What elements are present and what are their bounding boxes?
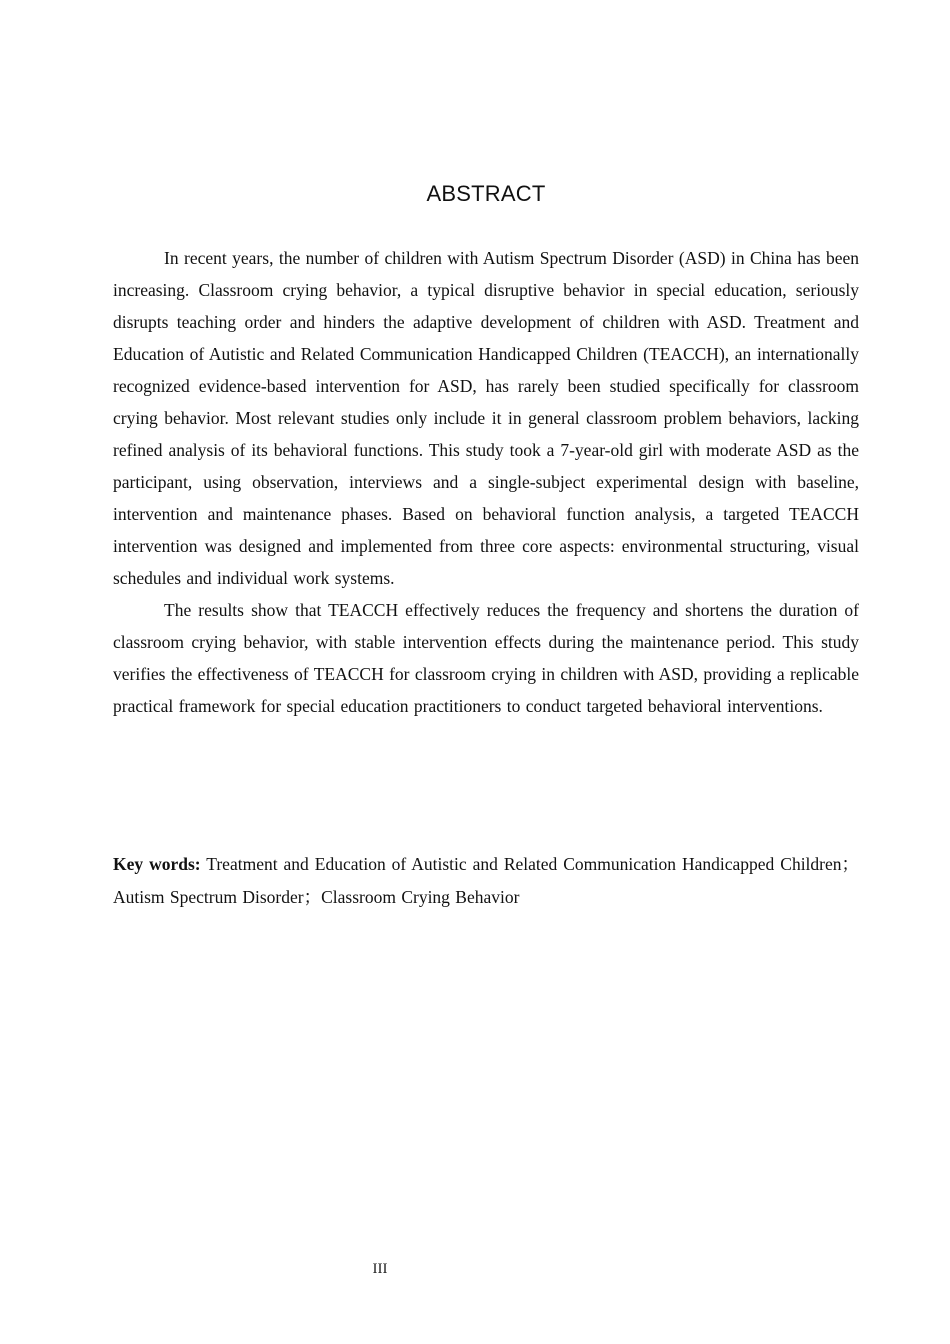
keywords-text: Treatment and Education of Autistic and Related Communication Handicapped Children；Autism Spectrum Disorder；Classroom Crying Behavior bbox=[113, 854, 860, 907]
keywords-block bbox=[113, 848, 859, 914]
abstract-paragraph-1: In recent years, the number of children with Autism Spectrum Disorder (ASD) in China has been increasing. Classroom crying behavior, a typical disruptive behavior in special education, seriously disrupts teaching order and hinders the adaptive development of children with ASD. Treatment and Education of Autistic and Related Communication Handicapped Children (TEACCH), an internationally recognized evidence-based intervention for ASD, has rarely been studied specifically for classroom crying behavior. Most relevant studies only include it in general classroom problem behaviors, lacking refined analysis of its behavioral functions. This study took a 7-year-old girl with moderate ASD as the participant, using observation, interviews and a single-subject experimental design with baseline, intervention and maintenance phases. Based on behavioral function analysis, a targeted TEACCH intervention was designed and implemented from three core aspects: environmental structuring, visual schedules and individual work systems. bbox=[113, 248, 859, 588]
page-number: III bbox=[372, 1261, 388, 1277]
abstract-title: ABSTRACT bbox=[426, 181, 546, 206]
abstract-body bbox=[113, 242, 859, 722]
keywords-label: Key words: bbox=[113, 854, 201, 874]
abstract-paragraph-2: The results show that TEACCH effectively reduces the frequency and shortens the duration of classroom crying behavior, with stable intervention effects during the maintenance period. This study verifies the effectiveness of TEACCH for classroom crying in children with ASD, providing a replicable practical framework for special education practitioners to conduct targeted behavioral interventions. bbox=[113, 600, 859, 716]
